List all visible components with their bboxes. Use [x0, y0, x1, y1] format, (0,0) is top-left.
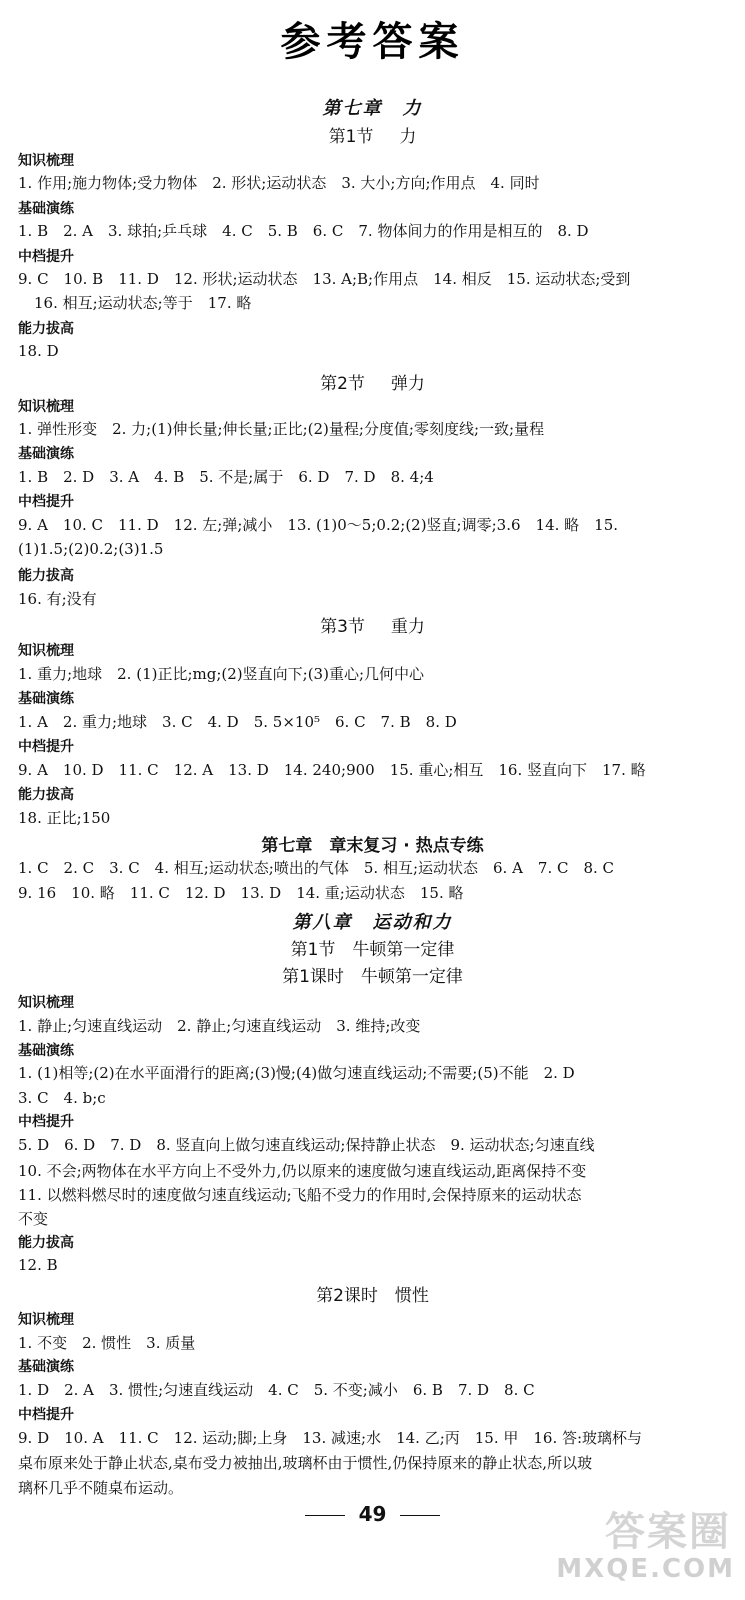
- section-number: 第3节: [320, 617, 365, 637]
- heading-knowledge: 知识梳理: [18, 399, 74, 415]
- answer-line: 3. C 4. b;c: [18, 1089, 106, 1107]
- heading-basic: 基础演练: [18, 1359, 74, 1375]
- section-7-2-title: [0, 369, 745, 394]
- heading-advanced: 能力拔高: [18, 568, 74, 584]
- watermark-url: MXQE.COM: [556, 1554, 735, 1584]
- watermark: [549, 1500, 739, 1596]
- answer-line: 9. A 10. C 11. D 12. 左;弹;减小 13. (1)0～5;0.2;(2)竖直;调零;3.6 14. 略 15.: [18, 516, 619, 534]
- heading-medium: 中档提升: [18, 1114, 74, 1130]
- section-8-1-title: 第1节 牛顿第一定律: [290, 940, 455, 960]
- heading-basic: 基础演练: [18, 1043, 74, 1059]
- answer-line: 1. C 2. C 3. C 4. 相互;运动状态;喷出的气体 5. 相互;运动状态 6. A 7. C 8. C: [18, 859, 615, 877]
- answer-line: 1. 静止;匀速直线运动 2. 静止;匀速直线运动 3. 维持;改变: [18, 1017, 421, 1035]
- answer-line: 1. 弹性形变 2. 力;(1)伸长量;伸长量;正比;(2)量程;分度值;零刻度线;一致;量程: [18, 420, 545, 438]
- section-7-3-title: [0, 612, 745, 637]
- heading-basic: 基础演练: [18, 201, 74, 217]
- answer-line: 9. D 10. A 11. C 12. 运动;脚;上身 13. 减速;水 14. 乙;丙 15. 甲 16. 答:玻璃杯与: [18, 1429, 643, 1447]
- heading-medium: 中档提升: [18, 1407, 74, 1423]
- heading-medium: 中档提升: [18, 249, 74, 265]
- chapter-7-review-title: 第七章 章末复习 · 热点专练: [261, 836, 484, 856]
- chapter-8-title: 第八章 运动和力: [292, 912, 453, 933]
- heading-medium: 中档提升: [18, 739, 74, 755]
- answer-line: 9. A 10. D 11. C 12. A 13. D 14. 240;900 15. 重心;相互 16. 竖直向下 17. 略: [18, 761, 646, 779]
- answer-line: 1. 不变 2. 惯性 3. 质量: [18, 1334, 196, 1352]
- heading-medium: 中档提升: [18, 494, 74, 510]
- section-number: 第2节: [320, 374, 365, 394]
- answer-line: 1. 作用;施力物体;受力物体 2. 形状;运动状态 3. 大小;方向;作用点 4. 同时: [18, 174, 540, 192]
- heading-basic: 基础演练: [18, 446, 74, 462]
- heading-advanced: 能力拔高: [18, 787, 74, 803]
- section-name: 力: [399, 127, 417, 147]
- answer-line: 不变: [18, 1210, 49, 1228]
- answer-line: 1. 重力;地球 2. (1)正比;mg;(2)竖直向下;(3)重心;几何中心: [18, 665, 424, 683]
- heading-knowledge: 知识梳理: [18, 643, 74, 659]
- section-number: 第1节: [328, 127, 374, 147]
- answer-line: 璃杯几乎不随桌布运动。: [18, 1479, 184, 1497]
- section-7-1-title: [0, 122, 745, 147]
- answer-line: 18. D: [18, 342, 59, 360]
- lesson-2-title: 第2课时 惯性: [316, 1286, 429, 1306]
- answer-line: 12. B: [18, 1256, 58, 1274]
- page-title: 参考答案: [280, 19, 465, 65]
- section-name: 重力: [390, 617, 425, 637]
- heading-advanced: 能力拔高: [18, 321, 74, 337]
- answer-line: 1. (1)相等;(2)在水平面滑行的距离;(3)慢;(4)做匀速直线运动;不需要;(5)不能 2. D: [18, 1064, 575, 1082]
- answer-line: (1)1.5;(2)0.2;(3)1.5: [18, 540, 164, 558]
- heading-advanced: 能力拔高: [18, 1235, 74, 1251]
- heading-knowledge: 知识梳理: [18, 1312, 74, 1328]
- answer-line: 9. C 10. B 11. D 12. 形状;运动状态 13. A;B;作用点 14. 相反 15. 运动状态;受到: [18, 270, 631, 288]
- answer-line: 18. 正比;150: [18, 809, 111, 827]
- heading-knowledge: 知识梳理: [18, 153, 74, 169]
- page-number-value: 49: [358, 1502, 387, 1526]
- watermark-logo-text: 答案圈: [605, 1509, 731, 1555]
- answer-line: 9. 16 10. 略 11. C 12. D 13. D 14. 重;运动状态 15. 略: [18, 884, 464, 902]
- answer-line: 16. 有;没有: [18, 590, 97, 608]
- chapter-7-title: 第七章 力: [322, 98, 423, 119]
- answer-line: 1. D 2. A 3. 惯性;匀速直线运动 4. C 5. 不变;减小 6. B 7. D 8. C: [18, 1381, 535, 1399]
- answer-line: 桌布原来处于静止状态,桌布受力被抽出,玻璃杯由于惯性,仍保持原来的静止状态,所以玻: [18, 1454, 593, 1472]
- lesson-1-title: 第1课时 牛顿第一定律: [282, 967, 463, 987]
- section-name: 弹力: [390, 374, 425, 394]
- answer-line: 11. 以燃料燃尽时的速度做匀速直线运动;飞船不受力的作用时,会保持原来的运动状态: [18, 1186, 582, 1204]
- heading-basic: 基础演练: [18, 691, 74, 707]
- heading-knowledge: 知识梳理: [18, 995, 74, 1011]
- answer-line: 1. B 2. D 3. A 4. B 5. 不是;属于 6. D 7. D 8. 4;4: [18, 468, 434, 486]
- answer-line: 1. B 2. A 3. 球拍;乒乓球 4. C 5. B 6. C 7. 物体间力的作用是相互的 8. D: [18, 222, 589, 240]
- answer-line: 10. 不会;两物体在水平方向上不受外力,仍以原来的速度做匀速直线运动,距离保持不变: [18, 1162, 587, 1180]
- answer-line: 1. A 2. 重力;地球 3. C 4. D 5. 5×10⁵ 6. C 7. B 8. D: [18, 713, 457, 731]
- answer-line: 16. 相互;运动状态;等于 17. 略: [34, 294, 252, 312]
- answer-line: 5. D 6. D 7. D 8. 竖直向上做匀速直线运动;保持静止状态 9. 运动状态;匀速直线: [18, 1136, 595, 1154]
